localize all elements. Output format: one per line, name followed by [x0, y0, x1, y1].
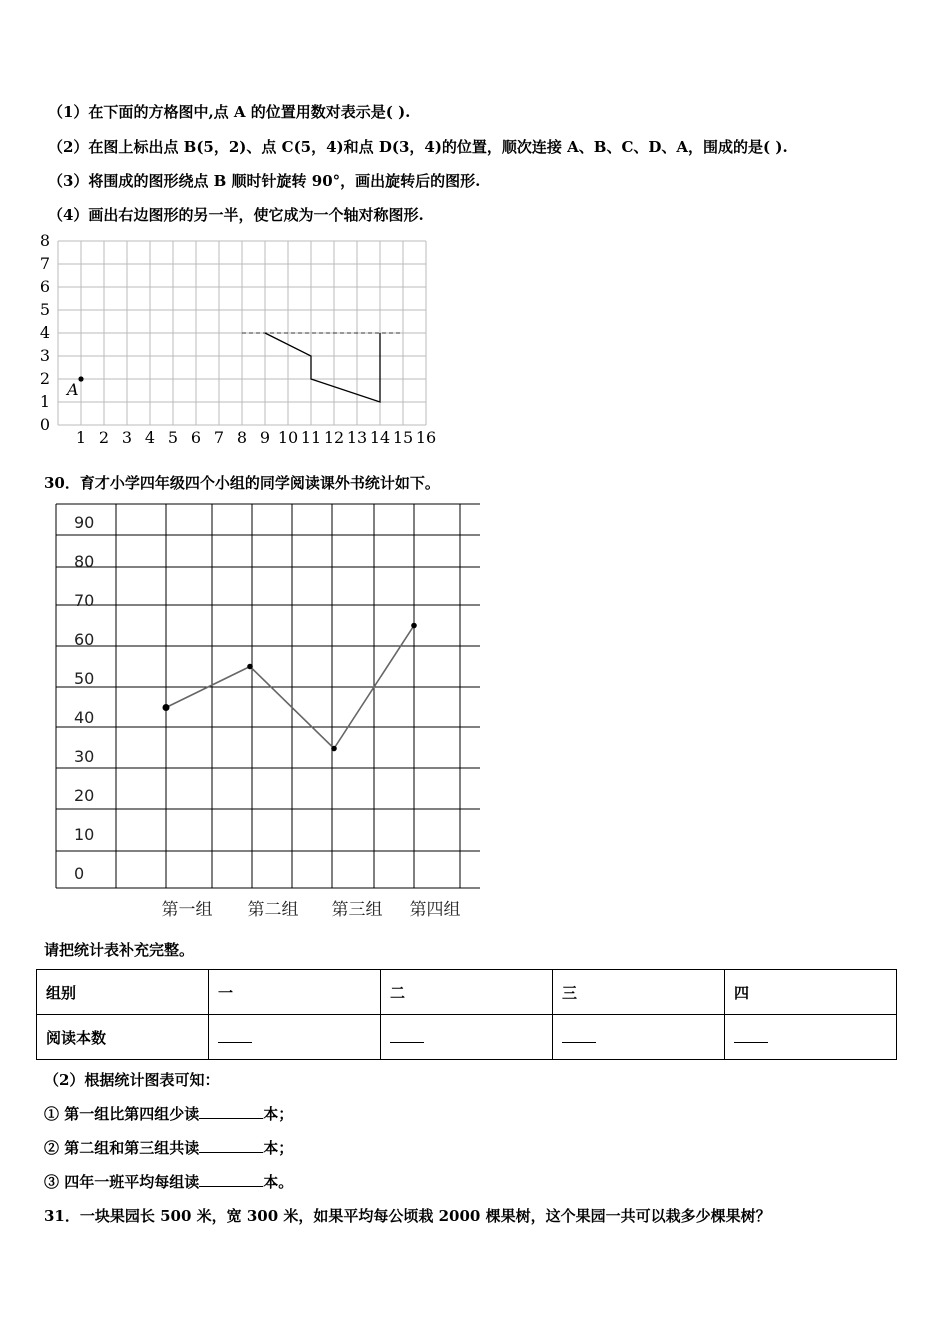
table-cell: 组别 [37, 970, 209, 1015]
answer-blank[interactable] [381, 1015, 553, 1060]
stats-table [36, 969, 897, 1060]
y-tick-label: 1 [39, 392, 50, 411]
item-unit: 本； [263, 1105, 294, 1123]
y-tick-label: 40 [74, 708, 95, 727]
x-tick-label: 15 [392, 428, 414, 447]
y-tick-label: 10 [74, 825, 95, 844]
fill-table-prompt: 请把统计表补充完整。 [44, 941, 195, 959]
y-tick-label: 60 [74, 630, 95, 649]
x-category-label: 第三组 [331, 900, 383, 920]
answer-blank[interactable] [553, 1015, 725, 1060]
q29-part4: （4）画出右边图形的另一半，使它成为一个轴对称图形. [48, 206, 424, 224]
x-tick-label: 1 [75, 428, 87, 447]
item-unit: 本； [263, 1139, 294, 1157]
q30-item-2 [44, 1138, 293, 1158]
y-tick-label: 70 [74, 591, 95, 610]
y-tick-label: 5 [39, 300, 50, 319]
y-tick-label: 0 [74, 864, 85, 883]
q30-title: 30．育才小学四年级四个小组的同学阅读课外书统计如下。 [44, 474, 440, 492]
x-tick-label: 12 [323, 428, 345, 447]
x-tick-label: 7 [213, 428, 225, 447]
coordinate-grid [30, 230, 450, 450]
data-point [411, 623, 417, 629]
x-tick-label: 13 [346, 428, 368, 447]
q30-item-3 [44, 1172, 293, 1192]
table-cell: 三 [553, 970, 725, 1015]
q31-text: 31．一块果园长 500 米，宽 300 米，如果平均每公顷栽 2000 棵果树，这个果园一共可以栽多少棵果树？ [44, 1207, 771, 1225]
x-tick-label: 3 [121, 428, 133, 447]
y-tick-label: 20 [74, 786, 95, 805]
x-tick-label: 9 [259, 428, 271, 447]
x-tick-label: 2 [98, 428, 110, 447]
y-tick-label: 80 [74, 552, 95, 571]
q29-part3: （3）将围成的图形绕点 B 顺时针旋转 90°，画出旋转后的图形. [48, 172, 481, 190]
answer-blank[interactable] [725, 1015, 897, 1060]
y-tick-label: 50 [74, 669, 95, 688]
table-row [37, 1015, 897, 1060]
table-cell: 二 [381, 970, 553, 1015]
x-tick-label: 14 [369, 428, 391, 447]
answer-blank[interactable] [199, 1172, 263, 1187]
x-tick-label: 10 [277, 428, 299, 447]
y-tick-label: 2 [39, 369, 50, 388]
x-tick-label: 16 [415, 428, 437, 447]
data-point [247, 664, 253, 670]
answer-blank[interactable] [199, 1138, 263, 1153]
answer-blank[interactable] [199, 1104, 263, 1119]
table-header-row [37, 970, 897, 1015]
table-cell: 一 [209, 970, 381, 1015]
q30-part2: （2）根据统计图表可知： [44, 1071, 220, 1089]
item-text: ② 第二组和第三组共读 [44, 1139, 200, 1157]
y-tick-label: 30 [74, 747, 95, 766]
data-point [163, 704, 170, 711]
x-tick-label: 5 [167, 428, 179, 447]
point-a-label: A [67, 380, 79, 399]
item-text: ③ 四年一班平均每组读 [44, 1173, 200, 1191]
item-unit: 本。 [263, 1173, 294, 1191]
q29-part2: （2）在图上标出点 B(5，2)、点 C(5，4)和点 D(3，4)的位置，顺次连接 A、B、C、D、A，围成的是( ). [48, 138, 788, 156]
q29-part1: （1）在下面的方格图中,点 A 的位置用数对表示是( ). [48, 103, 411, 121]
y-tick-label: 3 [39, 346, 50, 365]
half-shape [265, 333, 380, 402]
x-category-label: 第二组 [247, 900, 299, 920]
line-chart [40, 495, 480, 925]
x-category-label: 第一组 [161, 900, 213, 920]
table-cell: 阅读本数 [37, 1015, 209, 1060]
y-tick-label: 90 [74, 513, 95, 532]
y-tick-label: 4 [39, 323, 50, 342]
y-tick-label: 6 [39, 277, 50, 296]
answer-blank[interactable] [209, 1015, 381, 1060]
item-text: ① 第一组比第四组少读 [44, 1105, 200, 1123]
q30-item-1 [44, 1104, 293, 1124]
point-a [78, 376, 83, 381]
table-cell: 四 [725, 970, 897, 1015]
x-tick-label: 6 [190, 428, 202, 447]
y-tick-label: 8 [39, 231, 50, 250]
y-tick-label: 0 [39, 415, 50, 434]
x-tick-label: 4 [144, 428, 156, 447]
x-category-label: 第四组 [409, 900, 461, 920]
data-point [331, 746, 337, 752]
x-tick-label: 11 [300, 428, 322, 447]
x-tick-label: 8 [236, 428, 248, 447]
y-tick-label: 7 [39, 254, 50, 273]
